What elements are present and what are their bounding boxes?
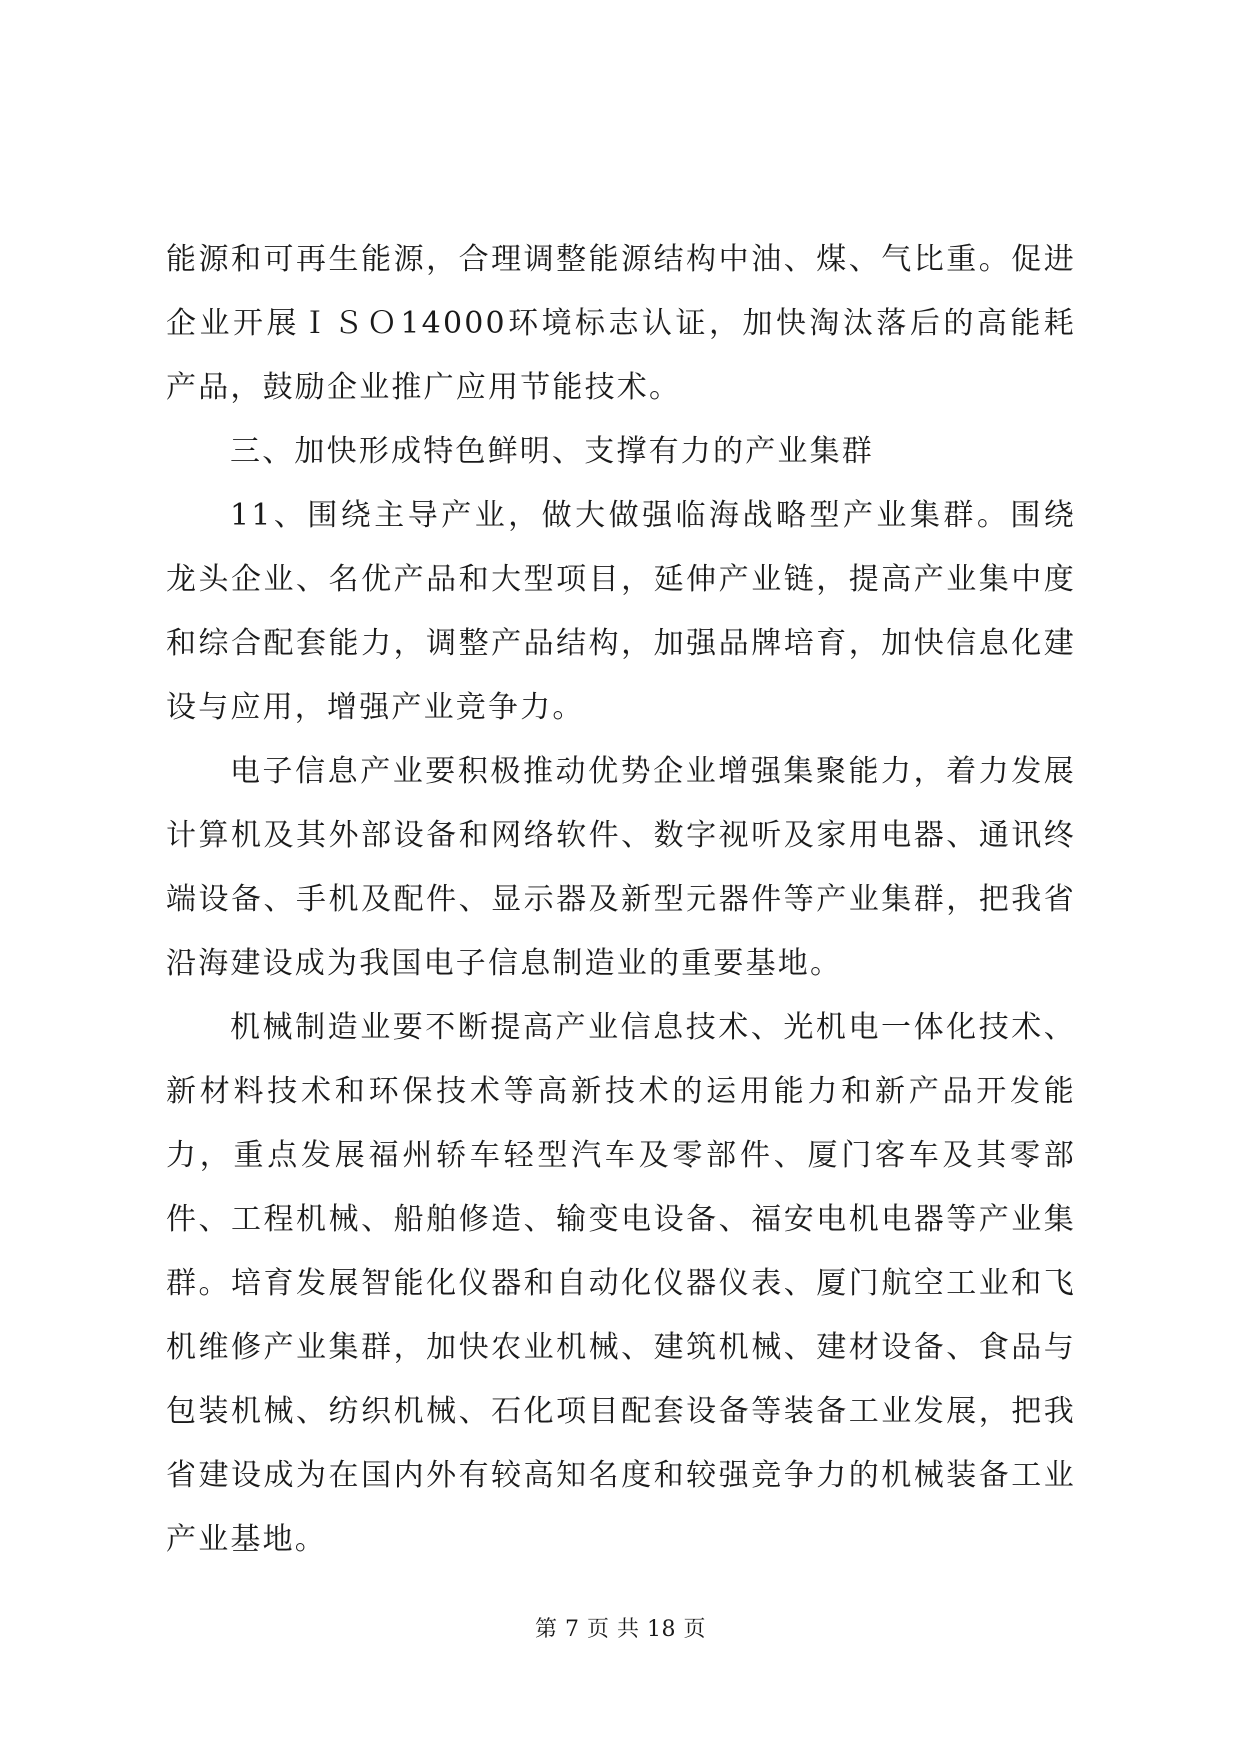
document-body <box>166 228 1076 1572</box>
paragraph-machinery-industry: 机械制造业要不断提高产业信息技术、光机电一体化技术、新材料技术和环保技术等高新技术的运用能力和新产品开发能力，重点发展福州轿车轻型汽车及零部件、厦门客车及其零部件、工程机械、船舶修造、输变电设备、福安电机电器等产业集群。培育发展智能化仪器和自动化仪器仪表、厦门航空工业和飞机维修产业集群，加快农业机械、建筑机械、建材设备、食品与包装机械、纺织机械、石化项目配套设备等装备工业发展，把我省建设成为在国内外有较高知名度和较强竞争力的机械装备工业产业基地。 <box>166 1010 1076 1557</box>
section-heading-industry-clusters: 三、加快形成特色鲜明、支撑有力的产业集群 <box>230 434 874 469</box>
paragraph-leading-industries: 11、围绕主导产业，做大做强临海战略型产业集群。围绕龙头企业、名优产品和大型项目，延伸产业链，提高产业集中度和综合配套能力，调整产品结构，加强品牌培育，加快信息化建设与应用，增强产业竞争力。 <box>166 498 1076 725</box>
paragraph-energy-structure: 能源和可再生能源，合理调整能源结构中油、煤、气比重。促进企业开展ＩＳＯ14000环境标志认证，加快淘汰落后的高能耗产品，鼓励企业推广应用节能技术。 <box>166 242 1076 405</box>
paragraph-electronics-industry: 电子信息产业要积极推动优势企业增强集聚能力，着力发展计算机及其外部设备和网络软件、数字视听及家用电器、通讯终端设备、手机及配件、显示器及新型元器件等产业集群，把我省沿海建设成为我国电子信息制造业的重要基地。 <box>166 754 1076 981</box>
page-number-footer: 第 7 页 共 18 页 <box>535 1617 706 1642</box>
